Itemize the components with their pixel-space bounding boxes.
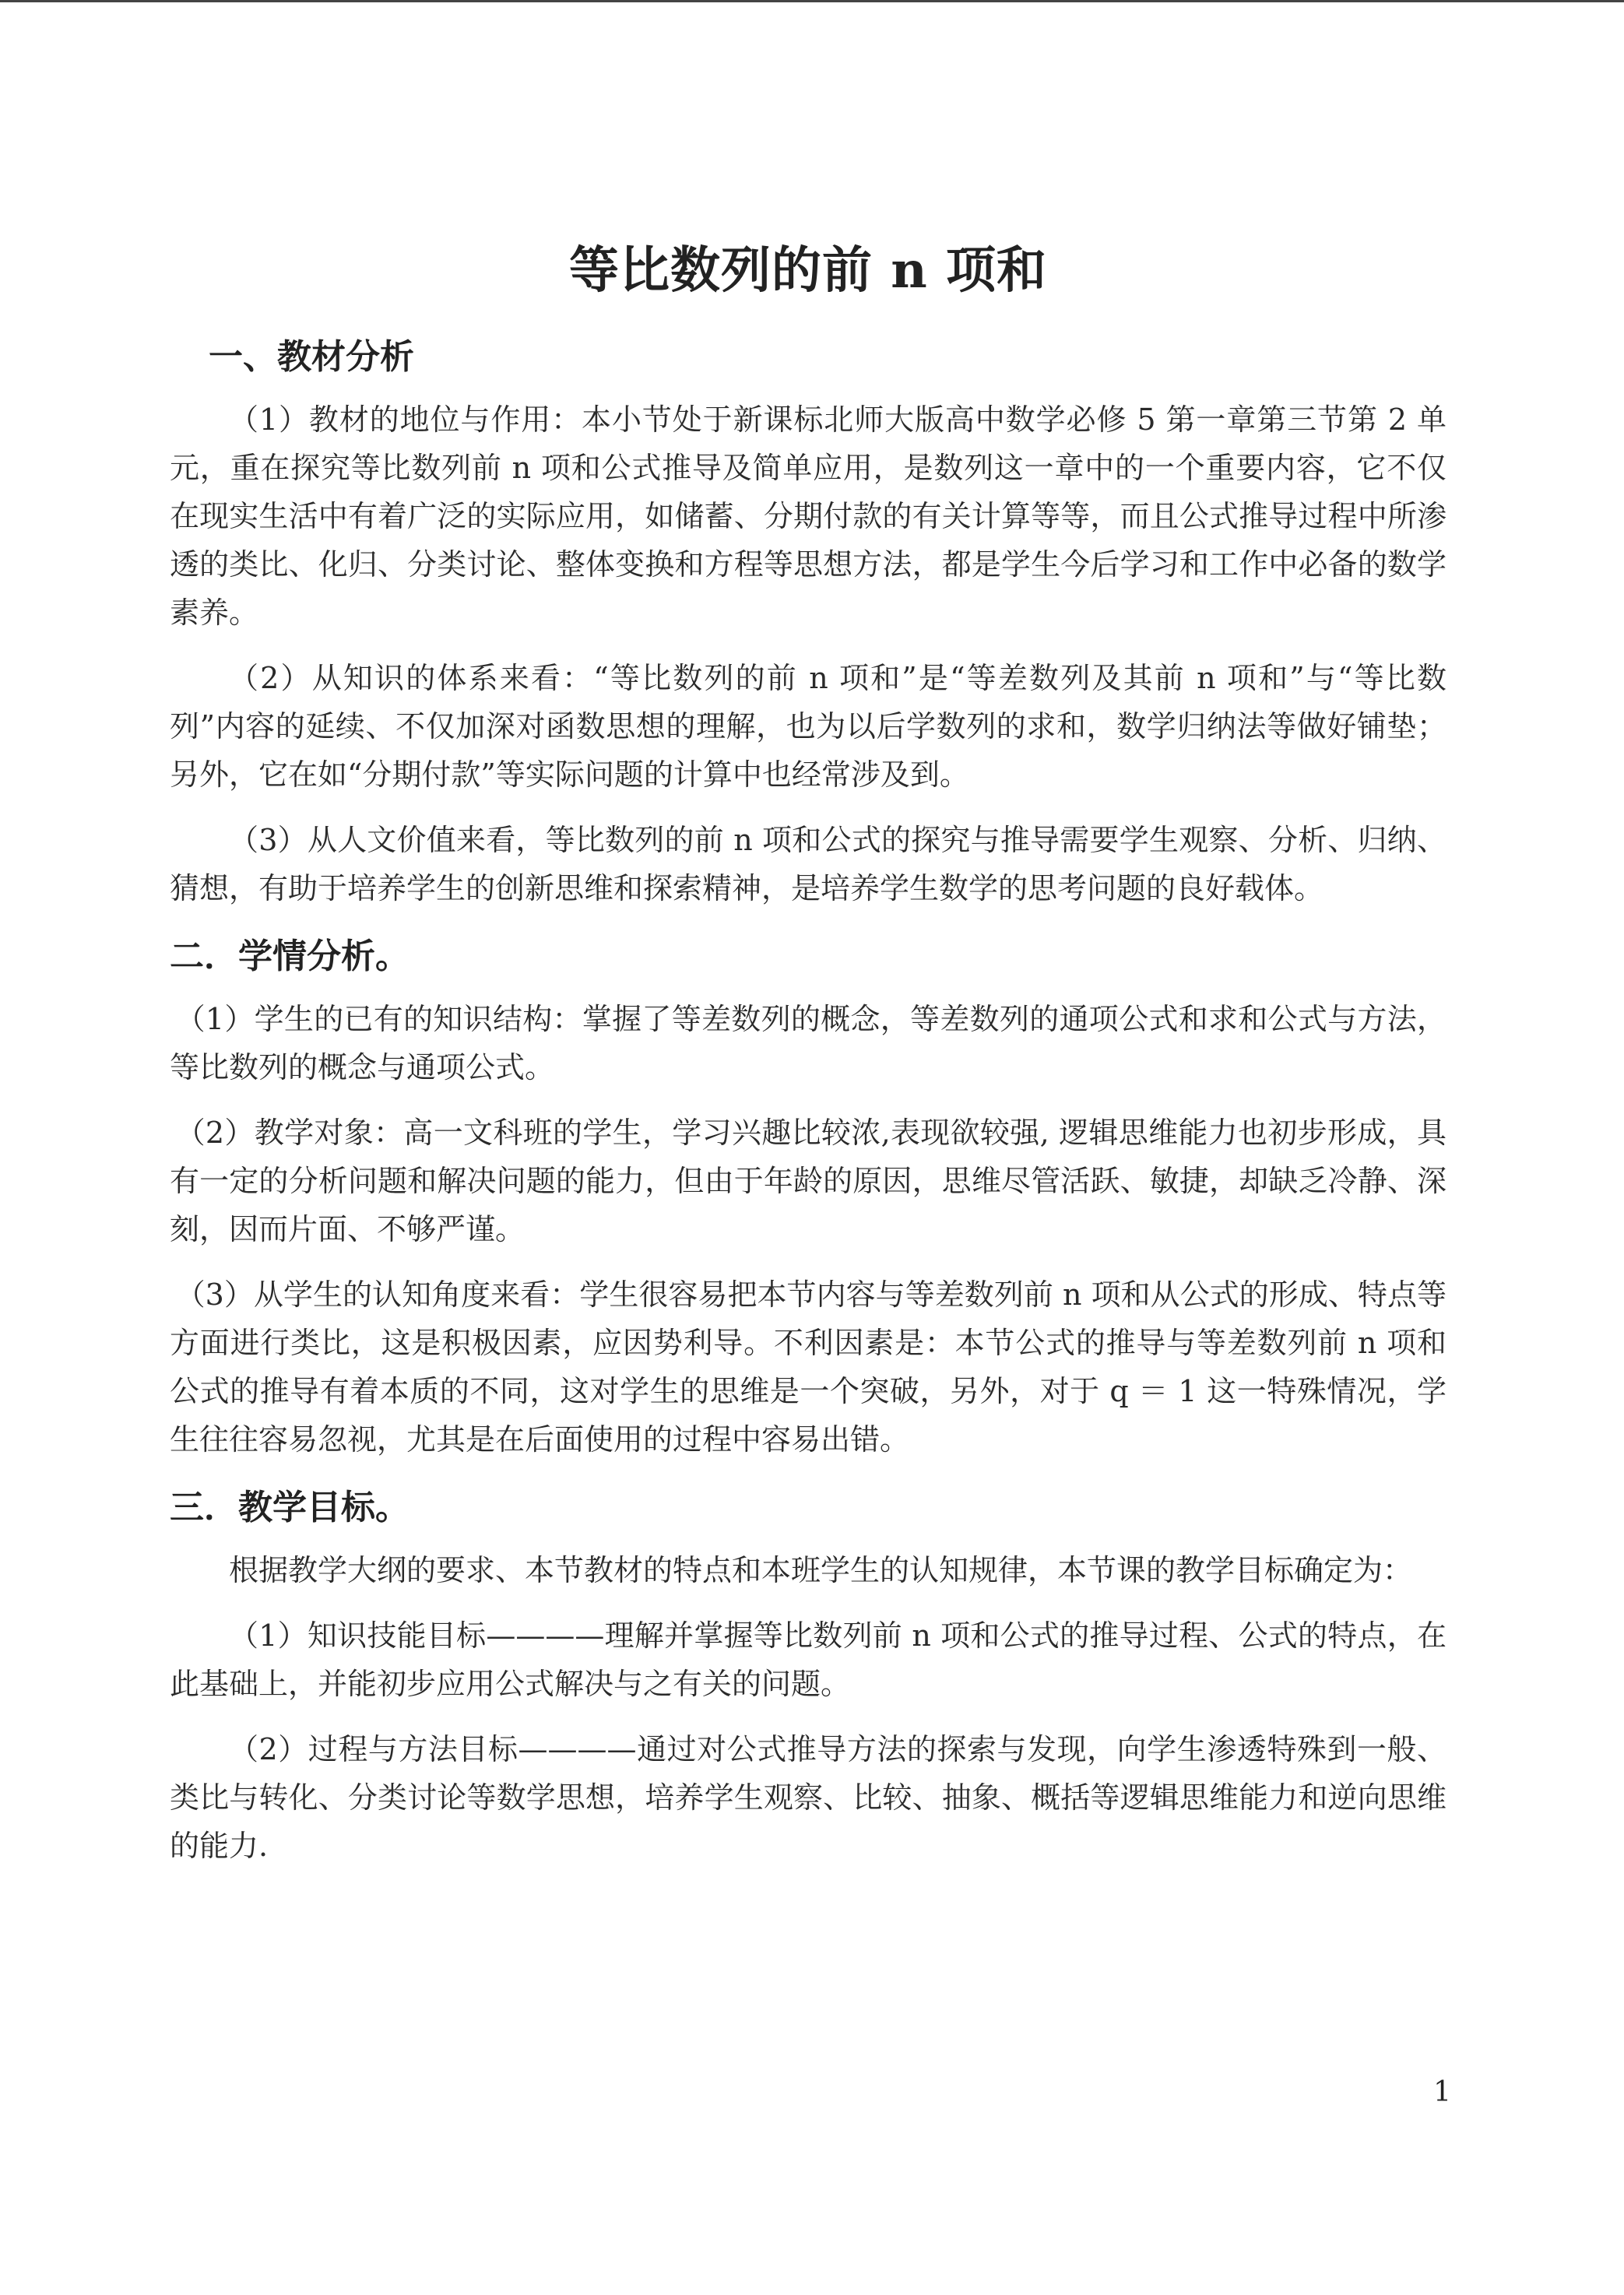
- page-content: [170, 234, 1446, 1887]
- document-title: 等比数列的前 n 项和: [568, 241, 1048, 300]
- paragraph: （2）教学对象：高一文科班的学生，学习兴趣比较浓,表现欲较强, 逻辑思维能力也初步形成，具有一定的分析问题和解决问题的能力，但由于年龄的原因，思维尽管活跃、敏捷，却缺乏冷静、深刻，因而片面、不够严谨。: [170, 1116, 1446, 1246]
- paragraph: （1）教材的地位与作用：本小节处于新课标北师大版高中数学必修 5 第一章第三节第 2 单元，重在探究等比数列前 n 项和公式推导及简单应用，是数列这一章中的一个重要内容，它不仅在现实生活中有着广泛的实际应用，如储蓄、分期付款的有关计算等等，而且公式推导过程中所渗透的类比、化归、分类讨论、整体变换和方程等思想方法，都是学生今后学习和工作中必备的数学素养。: [170, 402, 1446, 630]
- paragraph: （2）从知识的体系来看：“等比数列的前 n 项和”是“等差数列及其前 n 项和”与“等比数列”内容的延续、不仅加深对函数思想的理解，也为以后学数列的求和，数学归纳法等做好铺垫；另外，它在如“分期付款”等实际问题的计算中也经常涉及到。: [170, 661, 1446, 792]
- paragraph: （2）过程与方法目标————通过对公式推导方法的探索与发现，向学生渗透特殊到一般、类比与转化、分类讨论等数学思想，培养学生观察、比较、抽象、概括等逻辑思维能力和逆向思维的能力.: [170, 1732, 1446, 1863]
- paragraph: （3）从人文价值来看，等比数列的前 n 项和公式的探究与推导需要学生观察、分析、归纳、猜想，有助于培养学生的创新思维和探索精神，是培养学生数学的思考问题的良好载体。: [170, 823, 1446, 905]
- page-number: 1: [1433, 2076, 1451, 2108]
- section-student-analysis: [170, 930, 1446, 1464]
- top-border-line: [0, 0, 1624, 2]
- section-textbook-analysis: [170, 330, 1446, 912]
- section-heading: 二．学情分析。: [170, 937, 410, 976]
- paragraph: 根据教学大纲的要求、本节教材的特点和本班学生的认知规律，本节课的教学目标确定为：: [229, 1553, 1413, 1587]
- paragraph: （1）知识技能目标————理解并掌握等比数列前 n 项和公式的推导过程、公式的特点，在此基础上，并能初步应用公式解决与之有关的问题。: [170, 1618, 1446, 1701]
- section-heading: 三．教学目标。: [170, 1488, 410, 1527]
- section-teaching-objectives: [170, 1481, 1446, 1870]
- section-heading: 一、教材分析: [209, 337, 414, 377]
- paragraph: （1）学生的已有的知识结构：掌握了等差数列的概念，等差数列的通项公式和求和公式与方法，等比数列的概念与通项公式。: [170, 1002, 1446, 1084]
- paragraph: （3）从学生的认知角度来看：学生很容易把本节内容与等差数列前 n 项和从公式的形成、特点等方面进行类比，这是积极因素，应因势利导。不利因素是：本节公式的推导与等差数列前 n 项和公式的推导有着本质的不同，这对学生的思维是一个突破，另外，对于 q ＝ 1 这一特殊情况，学生往往容易忽视，尤其是在后面使用的过程中容易出错。: [170, 1278, 1446, 1457]
